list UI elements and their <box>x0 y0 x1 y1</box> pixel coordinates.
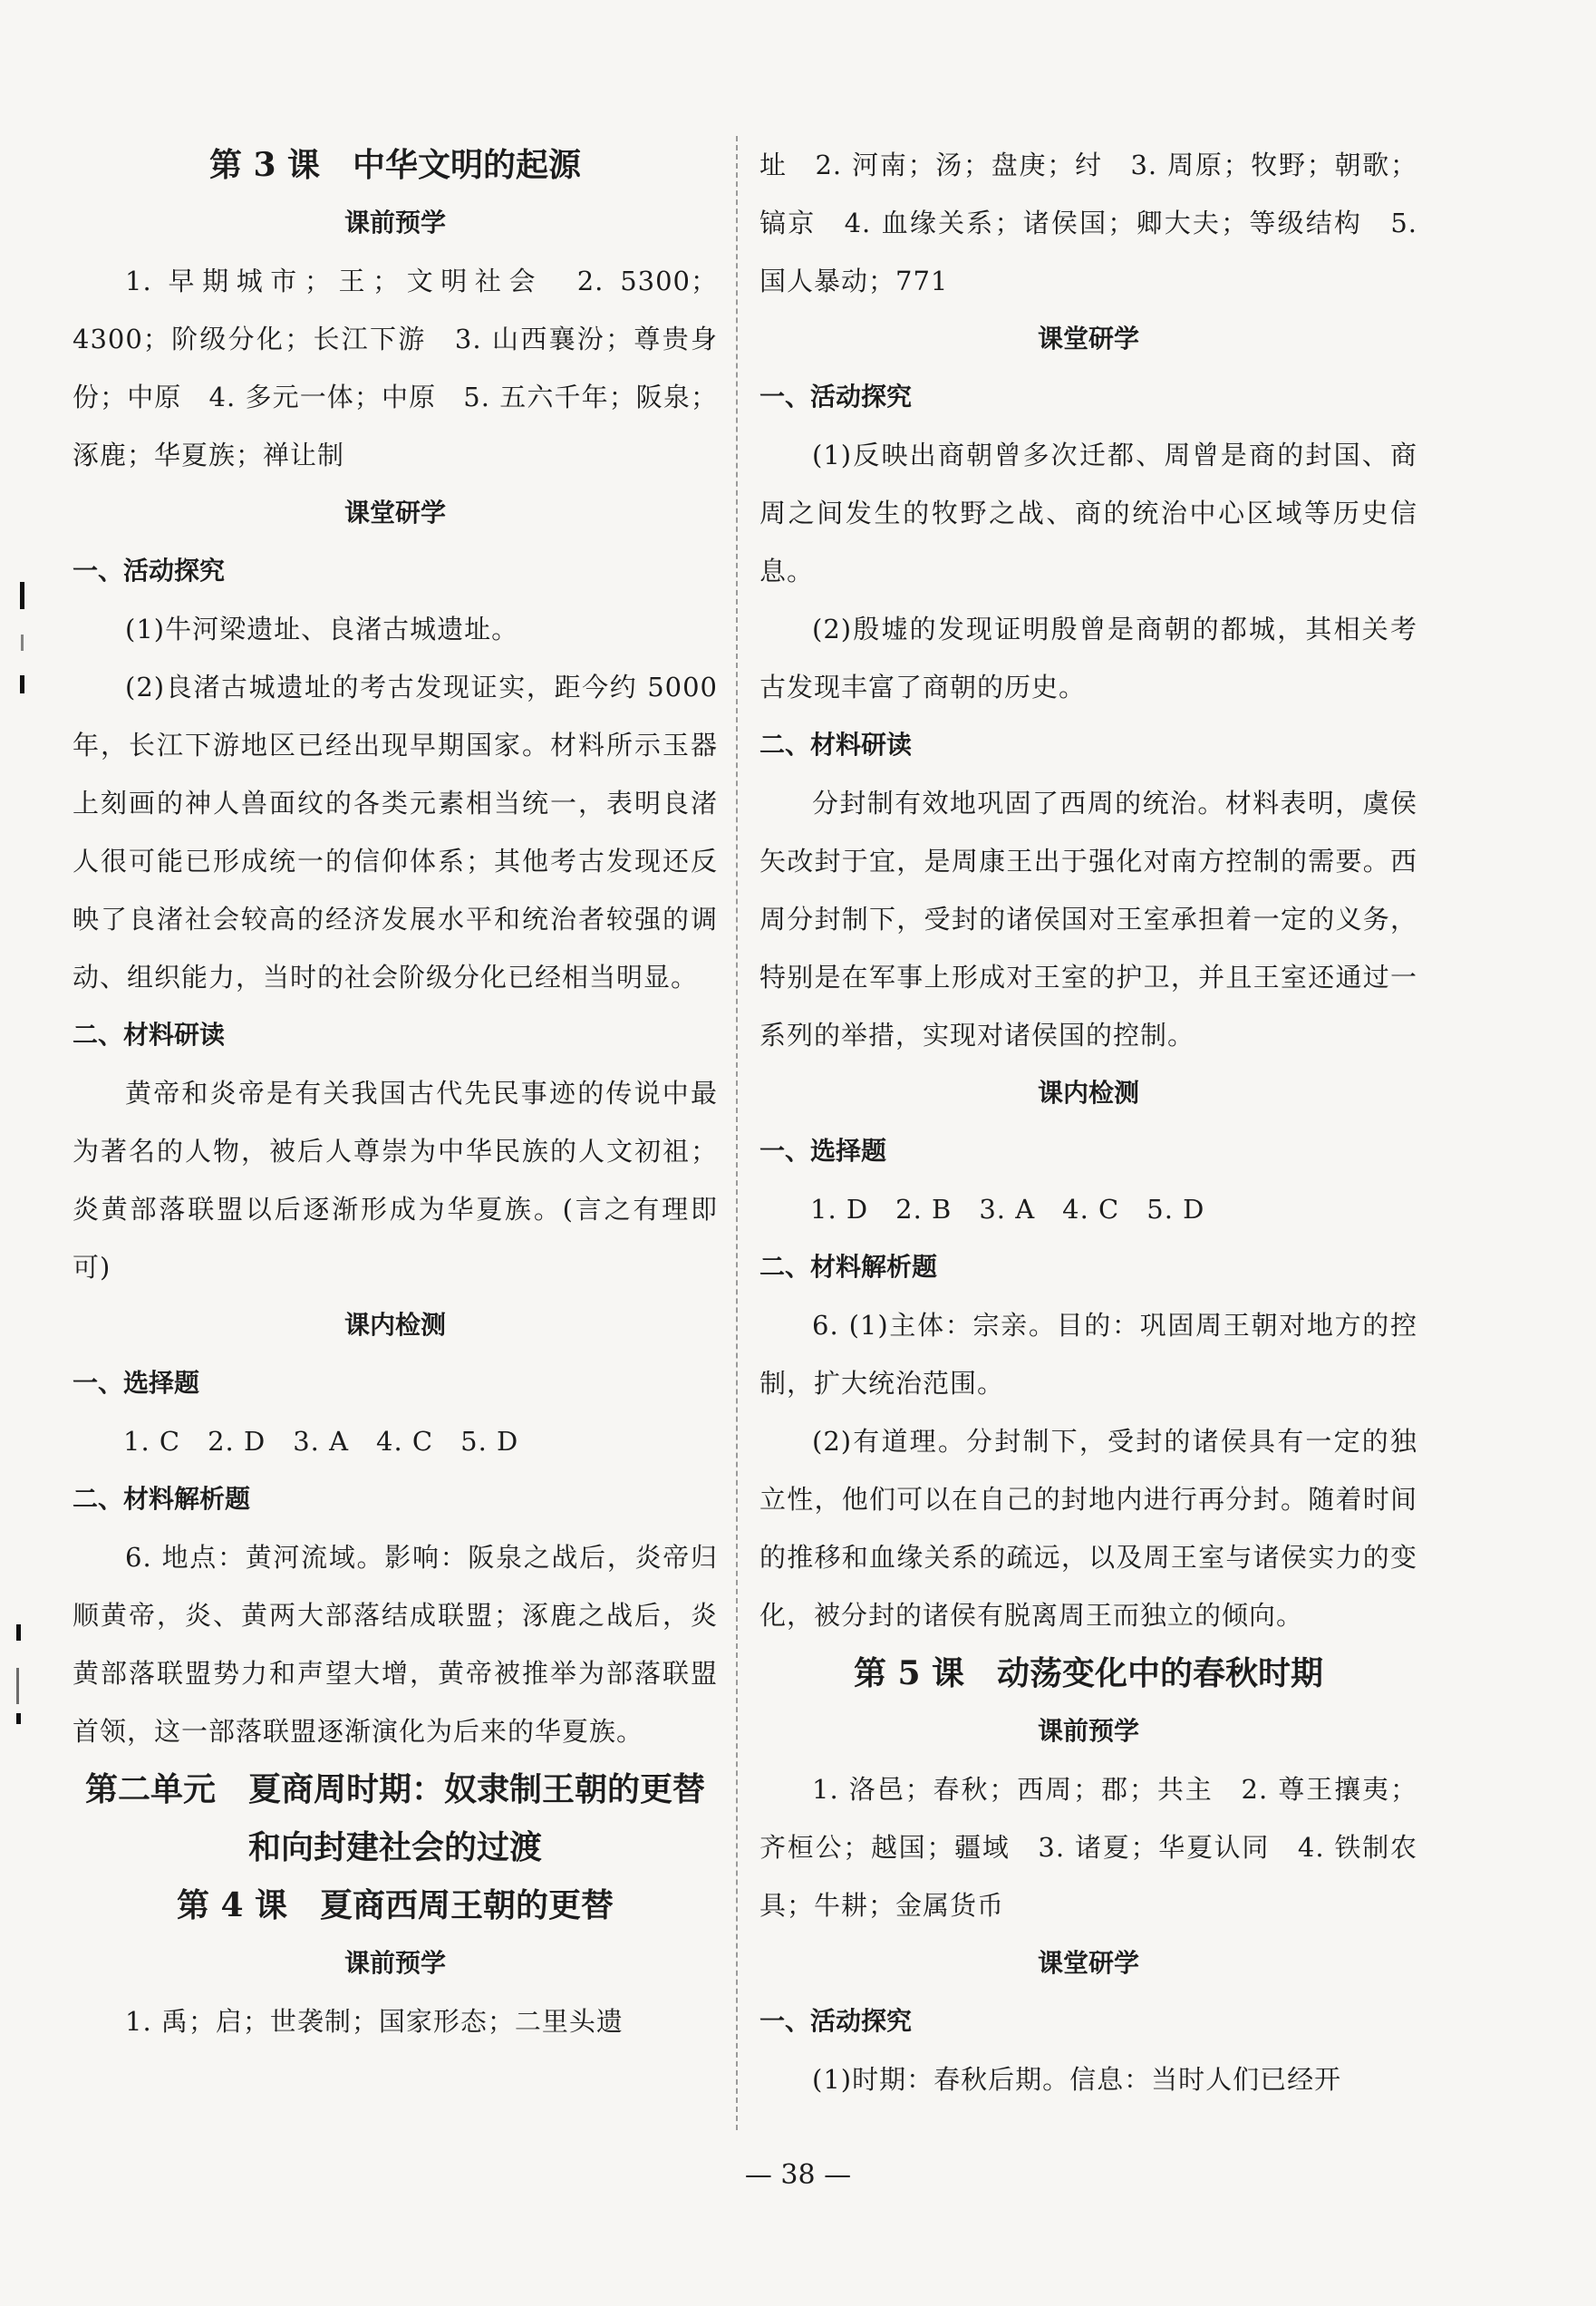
section-title: 课内检测 <box>1037 1078 1139 1108</box>
subheading: 二、材料解析题 <box>73 1484 251 1514</box>
subheading: 二、材料研读 <box>759 730 913 760</box>
subheading: 二、材料研读 <box>73 1020 226 1050</box>
subheading: 二、材料解析题 <box>759 1252 938 1282</box>
section-title: 课前预学 <box>1037 1716 1139 1746</box>
binding-mark-2 <box>21 635 24 651</box>
paragraph: (2)殷墟的发现证明殷曾是商朝的都城，其相关考古发现丰富了商朝的历史。 <box>759 614 1417 702</box>
paragraph: (1)时期：春秋后期。信息：当时人们已经开 <box>812 2064 1342 2095</box>
left-column <box>73 136 718 2050</box>
lesson-3-title: 第 3 课 中华文明的起源 <box>208 146 582 184</box>
right-column <box>759 136 1417 2108</box>
paragraph: 址 2. 河南；汤；盘庚；纣 3. 周原；牧野；朝歌；镐京 4. 血缘关系；诸侯国；卿大夫；等级结构 5. 国人暴动；771 <box>759 150 1417 296</box>
paragraph: (1)牛河梁遗址、良渚古城遗址。 <box>125 614 519 644</box>
binding-mark-1 <box>20 582 24 609</box>
page-number: — 38 — <box>744 2159 852 2191</box>
paragraph: 分封制有效地巩固了西周的统治。材料表明，虞侯矢改封于宜，是周康王出于强化对南方控制的需要。西周分封制下，受封的诸侯国对王室承担着一定的义务，特别是在军事上形成对王室的护卫，并且王室还通过一系列的举措，实现对诸侯国的控制。 <box>759 788 1417 1051</box>
paragraph: 1. 洛邑；春秋；西周；郡；共主 2. 尊王攘夷；齐桓公；越国；疆域 3. 诸夏；华夏认同 4. 铁制农具；牛耕；金属货币 <box>759 1774 1417 1921</box>
subheading: 一、活动探究 <box>759 382 913 412</box>
binding-mark-5 <box>16 1668 19 1704</box>
lesson-4-title: 第 4 课 夏商西周王朝的更替 <box>176 1886 614 1924</box>
section-title: 课前预学 <box>343 208 446 237</box>
section-title: 课内检测 <box>343 1310 446 1340</box>
section-title: 课前预学 <box>343 1948 446 1978</box>
paragraph: 1. 早期城市；王；文明社会 2. 5300；4300；阶级分化；长江下游 3. 山西襄汾；尊贵身份；中原 4. 多元一体；中原 5. 五六千年；阪泉；涿鹿；华夏族；禅让制 <box>73 266 718 470</box>
paragraph: (2)良渚古城遗址的考古发现证实，距今约 5000 年，长江下游地区已经出现早期国家。材料所示玉器上刻画的神人兽面纹的各类元素相当统一，表明良渚人很可能已形成统一的信仰体系；其他考古发现还反映了良渚社会较高的经济发展水平和统治者较强的调动、组织能力，当时的社会阶级分化已经相当明显。 <box>73 672 718 993</box>
answer-list: 1. C 2. D 3. A 4. C 5. D <box>123 1426 519 1457</box>
column-divider <box>736 136 738 2130</box>
subheading: 一、活动探究 <box>759 2006 913 2036</box>
subheading: 一、活动探究 <box>73 556 226 586</box>
binding-mark-6 <box>16 1713 21 1724</box>
section-title: 课堂研学 <box>343 498 446 528</box>
answer-list: 1. D 2. B 3. A 4. C 5. D <box>810 1194 1205 1225</box>
section-title: 课堂研学 <box>1037 1948 1139 1978</box>
paragraph: 1. 禹；启；世袭制；国家形态；二里头遗 <box>125 2006 624 2037</box>
paragraph: (1)反映出商朝曾多次迁都、周曾是商的封国、商周之间发生的牧野之战、商的统治中心区域等历史信息。 <box>759 440 1417 586</box>
paragraph: 黄帝和炎帝是有关我国古代先民事迹的传说中最为著名的人物，被后人尊崇为中华民族的人文初祖；炎黄部落联盟以后逐渐形成为华夏族。(言之有理即可) <box>73 1078 718 1283</box>
subheading: 一、选择题 <box>759 1136 887 1166</box>
subheading: 一、选择题 <box>73 1368 200 1398</box>
lesson-5-title: 第 5 课 动荡变化中的春秋时期 <box>853 1654 1324 1692</box>
paragraph: 6. (1)主体：宗亲。目的：巩固周王朝对地方的控制，扩大统治范围。 <box>759 1310 1417 1399</box>
binding-mark-3 <box>20 675 24 693</box>
paragraph: 6. 地点：黄河流域。影响：阪泉之战后，炎帝归顺黄帝，炎、黄两大部落结成联盟；涿鹿之战后，炎黄部落联盟势力和声望大增，黄帝被推举为部落联盟首领，这一部落联盟逐渐演化为后来的华夏族。 <box>73 1542 718 1747</box>
binding-mark-4 <box>16 1624 21 1641</box>
section-title: 课堂研学 <box>1037 324 1139 354</box>
paragraph: (2)有道理。分封制下，受封的诸侯具有一定的独立性，他们可以在自己的封地内进行再分封。随着时间的推移和血缘关系的疏远，以及周王室与诸侯实力的变化，被分封的诸侯有脱离周王而独立的倾向。 <box>759 1426 1417 1631</box>
unit-2-title: 第二单元 夏商周时期：奴隶制王朝的更替和向封建社会的过渡 <box>84 1770 705 1866</box>
